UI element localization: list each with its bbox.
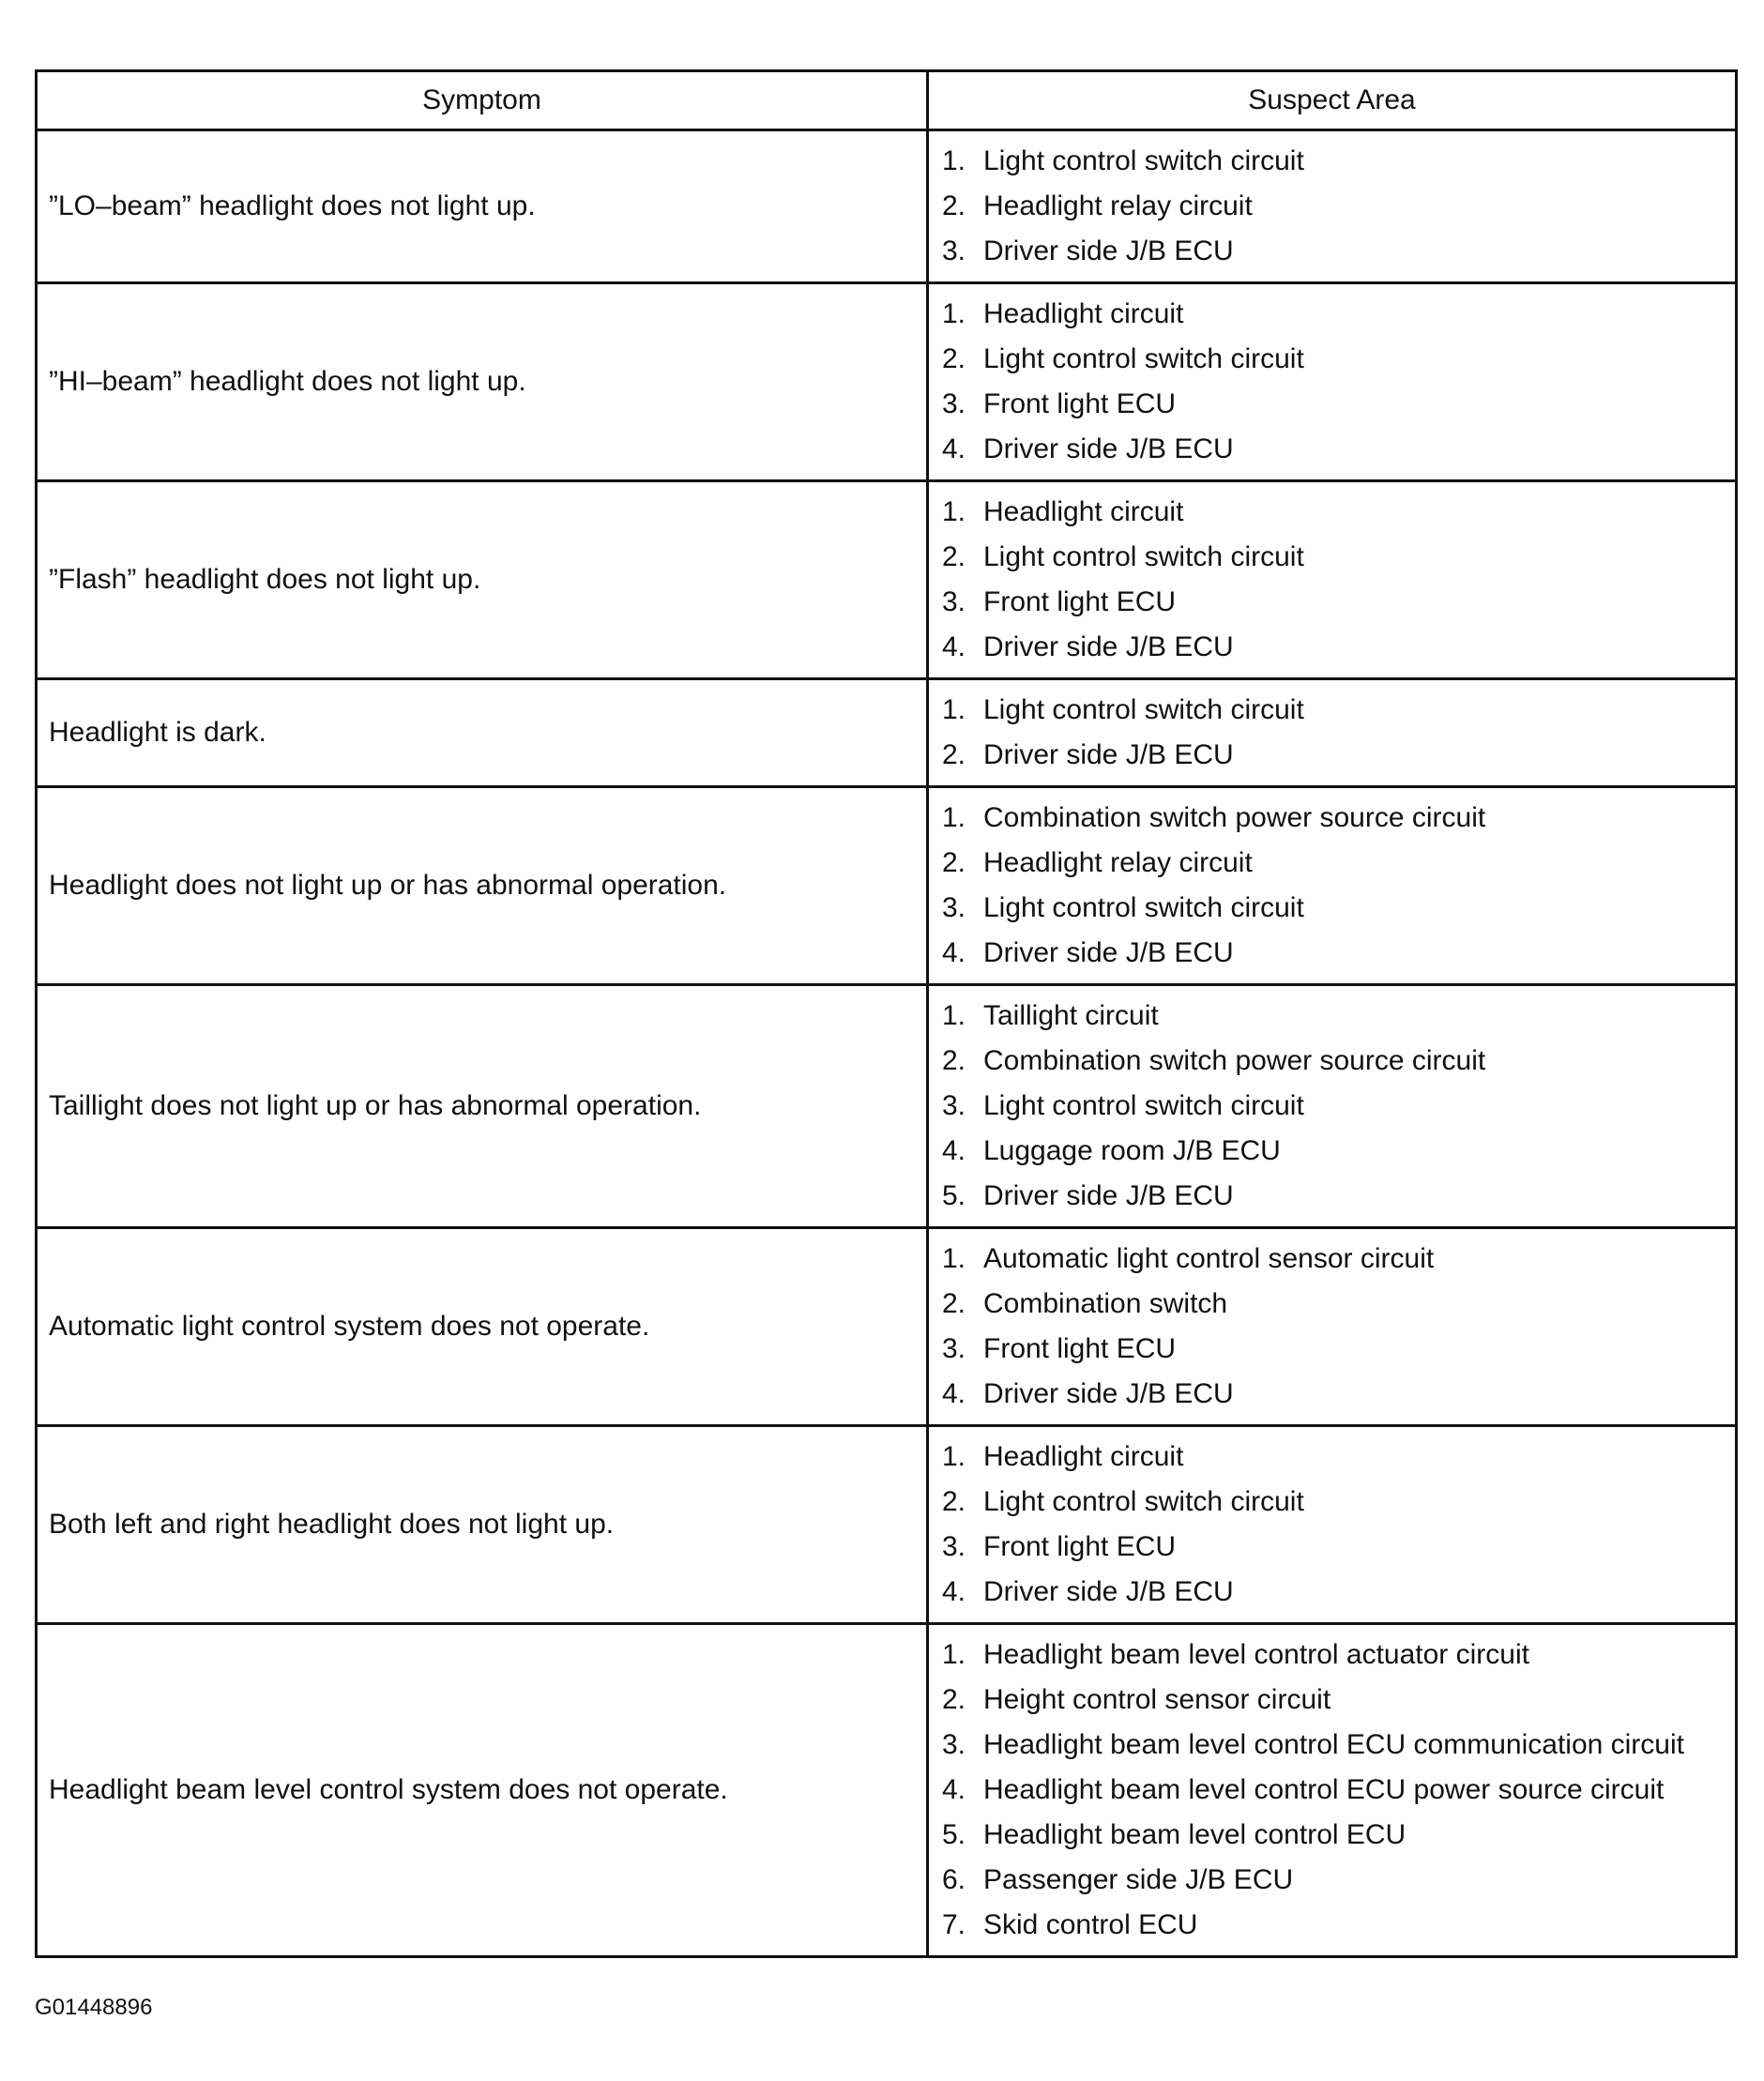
suspect-item bbox=[942, 292, 1724, 337]
suspect-item-number: 3. bbox=[942, 1531, 966, 1562]
suspect-item-text: Light control switch circuit bbox=[983, 145, 1304, 176]
suspect-item-number: 3. bbox=[942, 892, 966, 923]
suspect-item-number: 3. bbox=[942, 1333, 966, 1364]
suspect-item bbox=[942, 1813, 1724, 1858]
suspect-item-number: 4. bbox=[942, 1576, 966, 1607]
symptom-table bbox=[35, 69, 1738, 1958]
suspect-item bbox=[942, 688, 1724, 733]
suspect-item bbox=[942, 229, 1724, 274]
suspect-item-text: Light control switch circuit bbox=[983, 541, 1304, 572]
symptom-cell: Taillight does not light up or has abnormal operation. bbox=[37, 985, 928, 1228]
symptom-cell: Headlight does not light up or has abnormal operation. bbox=[37, 787, 928, 985]
suspect-item-number: 1. bbox=[942, 1000, 966, 1031]
suspect-item bbox=[942, 733, 1724, 778]
suspect-item-text: Combination switch bbox=[983, 1288, 1228, 1319]
suspect-item-number: 3. bbox=[942, 1729, 966, 1760]
suspect-item-text: Headlight relay circuit bbox=[983, 847, 1253, 878]
suspect-item-text: Driver side J/B ECU bbox=[983, 1378, 1234, 1409]
suspect-item-number: 4. bbox=[942, 433, 966, 464]
suspect-item-number: 2. bbox=[942, 190, 966, 221]
suspect-item bbox=[942, 1129, 1724, 1174]
suspect-item-number: 1. bbox=[942, 145, 966, 176]
suspect-item-text: Front light ECU bbox=[983, 388, 1177, 419]
suspect-area-cell bbox=[928, 130, 1737, 283]
suspect-item-text: Headlight circuit bbox=[983, 298, 1184, 329]
table-row bbox=[37, 985, 1737, 1228]
suspect-item bbox=[942, 841, 1724, 886]
symptom-cell: Automatic light control system does not operate. bbox=[37, 1228, 928, 1426]
suspect-item bbox=[942, 1237, 1724, 1282]
suspect-item-number: 4. bbox=[942, 631, 966, 662]
suspect-item-number: 2. bbox=[942, 739, 966, 770]
suspect-item-number: 1. bbox=[942, 1639, 966, 1670]
suspect-item-number: 3. bbox=[942, 586, 966, 617]
suspect-item bbox=[942, 1633, 1724, 1678]
suspect-item-text: Taillight circuit bbox=[983, 1000, 1159, 1031]
suspect-item-text: Headlight beam level control ECU bbox=[983, 1819, 1407, 1850]
suspect-item-text: Driver side J/B ECU bbox=[983, 1576, 1234, 1607]
suspect-area-cell bbox=[928, 1228, 1737, 1426]
suspect-item bbox=[942, 1678, 1724, 1723]
suspect-item bbox=[942, 427, 1724, 472]
suspect-item bbox=[942, 535, 1724, 580]
suspect-area-cell bbox=[928, 679, 1737, 787]
suspect-item-text: Headlight beam level control ECU communication circuit bbox=[983, 1729, 1684, 1760]
suspect-item-text: Headlight relay circuit bbox=[983, 190, 1253, 221]
suspect-item bbox=[942, 1372, 1724, 1417]
suspect-item-number: 1. bbox=[942, 802, 966, 833]
suspect-item bbox=[942, 625, 1724, 670]
suspect-item-text: Driver side J/B ECU bbox=[983, 631, 1234, 662]
suspect-item-text: Light control switch circuit bbox=[983, 1090, 1304, 1121]
symptom-cell: Headlight is dark. bbox=[37, 679, 928, 787]
suspect-item-text: Automatic light control sensor circuit bbox=[983, 1243, 1435, 1274]
suspect-item-text: Headlight beam level control actuator circuit bbox=[983, 1639, 1529, 1670]
suspect-item-text: Driver side J/B ECU bbox=[983, 235, 1234, 266]
suspect-item-number: 1. bbox=[942, 496, 966, 527]
suspect-item-number: 4. bbox=[942, 937, 966, 968]
suspect-item bbox=[942, 1858, 1724, 1903]
symptom-cell: Headlight beam level control system does not operate. bbox=[37, 1624, 928, 1957]
suspect-item bbox=[942, 796, 1724, 841]
suspect-item-number: 4. bbox=[942, 1378, 966, 1409]
suspect-item-text: Front light ECU bbox=[983, 1531, 1177, 1562]
suspect-list bbox=[942, 292, 1724, 472]
suspect-item bbox=[942, 1570, 1724, 1615]
suspect-item-number: 2. bbox=[942, 847, 966, 878]
suspect-item-text: Combination switch power source circuit bbox=[983, 1045, 1486, 1076]
suspect-item bbox=[942, 139, 1724, 184]
table-row bbox=[37, 1228, 1737, 1426]
symptom-table-container bbox=[35, 69, 1735, 1958]
suspect-list bbox=[942, 1633, 1724, 1948]
suspect-item bbox=[942, 580, 1724, 625]
symptom-cell: Both left and right headlight does not light up. bbox=[37, 1426, 928, 1624]
suspect-item-number: 4. bbox=[942, 1774, 966, 1805]
suspect-item-text: Height control sensor circuit bbox=[983, 1684, 1331, 1715]
figure-id: G01448896 bbox=[35, 1995, 153, 2020]
table-row bbox=[37, 787, 1737, 985]
suspect-item-number: 2. bbox=[942, 541, 966, 572]
suspect-item bbox=[942, 1039, 1724, 1084]
suspect-item bbox=[942, 1723, 1724, 1768]
header-suspect-area: Suspect Area bbox=[928, 71, 1737, 130]
suspect-item-text: Driver side J/B ECU bbox=[983, 937, 1234, 968]
suspect-item-number: 3. bbox=[942, 388, 966, 419]
suspect-list bbox=[942, 1237, 1724, 1417]
suspect-item-number: 2. bbox=[942, 1684, 966, 1715]
suspect-area-cell bbox=[928, 1624, 1737, 1957]
suspect-item-text: Skid control ECU bbox=[983, 1909, 1198, 1940]
suspect-list bbox=[942, 1435, 1724, 1615]
symptom-cell: ”LO–beam” headlight does not light up. bbox=[37, 130, 928, 283]
suspect-item-number: 6. bbox=[942, 1864, 966, 1895]
suspect-area-cell bbox=[928, 985, 1737, 1228]
suspect-item bbox=[942, 1174, 1724, 1219]
suspect-item bbox=[942, 490, 1724, 535]
suspect-list bbox=[942, 688, 1724, 778]
suspect-item-number: 2. bbox=[942, 343, 966, 374]
suspect-item-text: Luggage room J/B ECU bbox=[983, 1135, 1281, 1166]
suspect-item-number: 2. bbox=[942, 1288, 966, 1319]
suspect-item bbox=[942, 1282, 1724, 1327]
suspect-item-text: Front light ECU bbox=[983, 586, 1177, 617]
suspect-item bbox=[942, 382, 1724, 427]
suspect-item-text: Combination switch power source circuit bbox=[983, 802, 1486, 833]
suspect-item-text: Headlight circuit bbox=[983, 1441, 1184, 1472]
suspect-item-number: 5. bbox=[942, 1180, 966, 1211]
suspect-area-cell bbox=[928, 481, 1737, 679]
symptom-cell: ”HI–beam” headlight does not light up. bbox=[37, 283, 928, 481]
suspect-item-number: 2. bbox=[942, 1486, 966, 1517]
suspect-item-number: 1. bbox=[942, 1243, 966, 1274]
suspect-item-text: Passenger side J/B ECU bbox=[983, 1864, 1294, 1895]
suspect-item-number: 1. bbox=[942, 298, 966, 329]
table-row bbox=[37, 283, 1737, 481]
suspect-item-text: Light control switch circuit bbox=[983, 1486, 1304, 1517]
suspect-item bbox=[942, 1480, 1724, 1525]
suspect-area-cell bbox=[928, 1426, 1737, 1624]
suspect-item-number: 3. bbox=[942, 1090, 966, 1121]
suspect-list bbox=[942, 490, 1724, 670]
suspect-item-text: Front light ECU bbox=[983, 1333, 1177, 1364]
suspect-item-number: 1. bbox=[942, 1441, 966, 1472]
suspect-item-text: Driver side J/B ECU bbox=[983, 739, 1234, 770]
table-header-row bbox=[37, 71, 1737, 130]
suspect-item-number: 1. bbox=[942, 694, 966, 725]
suspect-list bbox=[942, 796, 1724, 976]
suspect-item-text: Headlight beam level control ECU power source circuit bbox=[983, 1774, 1665, 1805]
suspect-item bbox=[942, 931, 1724, 976]
suspect-item-number: 2. bbox=[942, 1045, 966, 1076]
table-row bbox=[37, 1624, 1737, 1957]
suspect-item-text: Light control switch circuit bbox=[983, 343, 1304, 374]
suspect-item bbox=[942, 1903, 1724, 1948]
header-symptom: Symptom bbox=[37, 71, 928, 130]
table-body bbox=[37, 130, 1737, 1957]
suspect-item bbox=[942, 886, 1724, 931]
suspect-item bbox=[942, 1768, 1724, 1813]
suspect-item-text: Light control switch circuit bbox=[983, 892, 1304, 923]
suspect-item-number: 5. bbox=[942, 1819, 966, 1850]
suspect-item bbox=[942, 184, 1724, 229]
symptom-cell: ”Flash” headlight does not light up. bbox=[37, 481, 928, 679]
table-row bbox=[37, 481, 1737, 679]
suspect-item bbox=[942, 1327, 1724, 1372]
suspect-item bbox=[942, 1084, 1724, 1129]
suspect-item-number: 3. bbox=[942, 235, 966, 266]
suspect-list bbox=[942, 994, 1724, 1219]
table-row bbox=[37, 1426, 1737, 1624]
suspect-item-number: 7. bbox=[942, 1909, 966, 1940]
suspect-item-text: Driver side J/B ECU bbox=[983, 1180, 1234, 1211]
suspect-list bbox=[942, 139, 1724, 274]
suspect-area-cell bbox=[928, 787, 1737, 985]
suspect-item bbox=[942, 994, 1724, 1039]
suspect-item bbox=[942, 337, 1724, 382]
suspect-area-cell bbox=[928, 283, 1737, 481]
suspect-item-text: Headlight circuit bbox=[983, 496, 1184, 527]
table-row bbox=[37, 679, 1737, 787]
suspect-item bbox=[942, 1525, 1724, 1570]
table-row bbox=[37, 130, 1737, 283]
suspect-item-text: Driver side J/B ECU bbox=[983, 433, 1234, 464]
suspect-item-text: Light control switch circuit bbox=[983, 694, 1304, 725]
suspect-item-number: 4. bbox=[942, 1135, 966, 1166]
suspect-item bbox=[942, 1435, 1724, 1480]
